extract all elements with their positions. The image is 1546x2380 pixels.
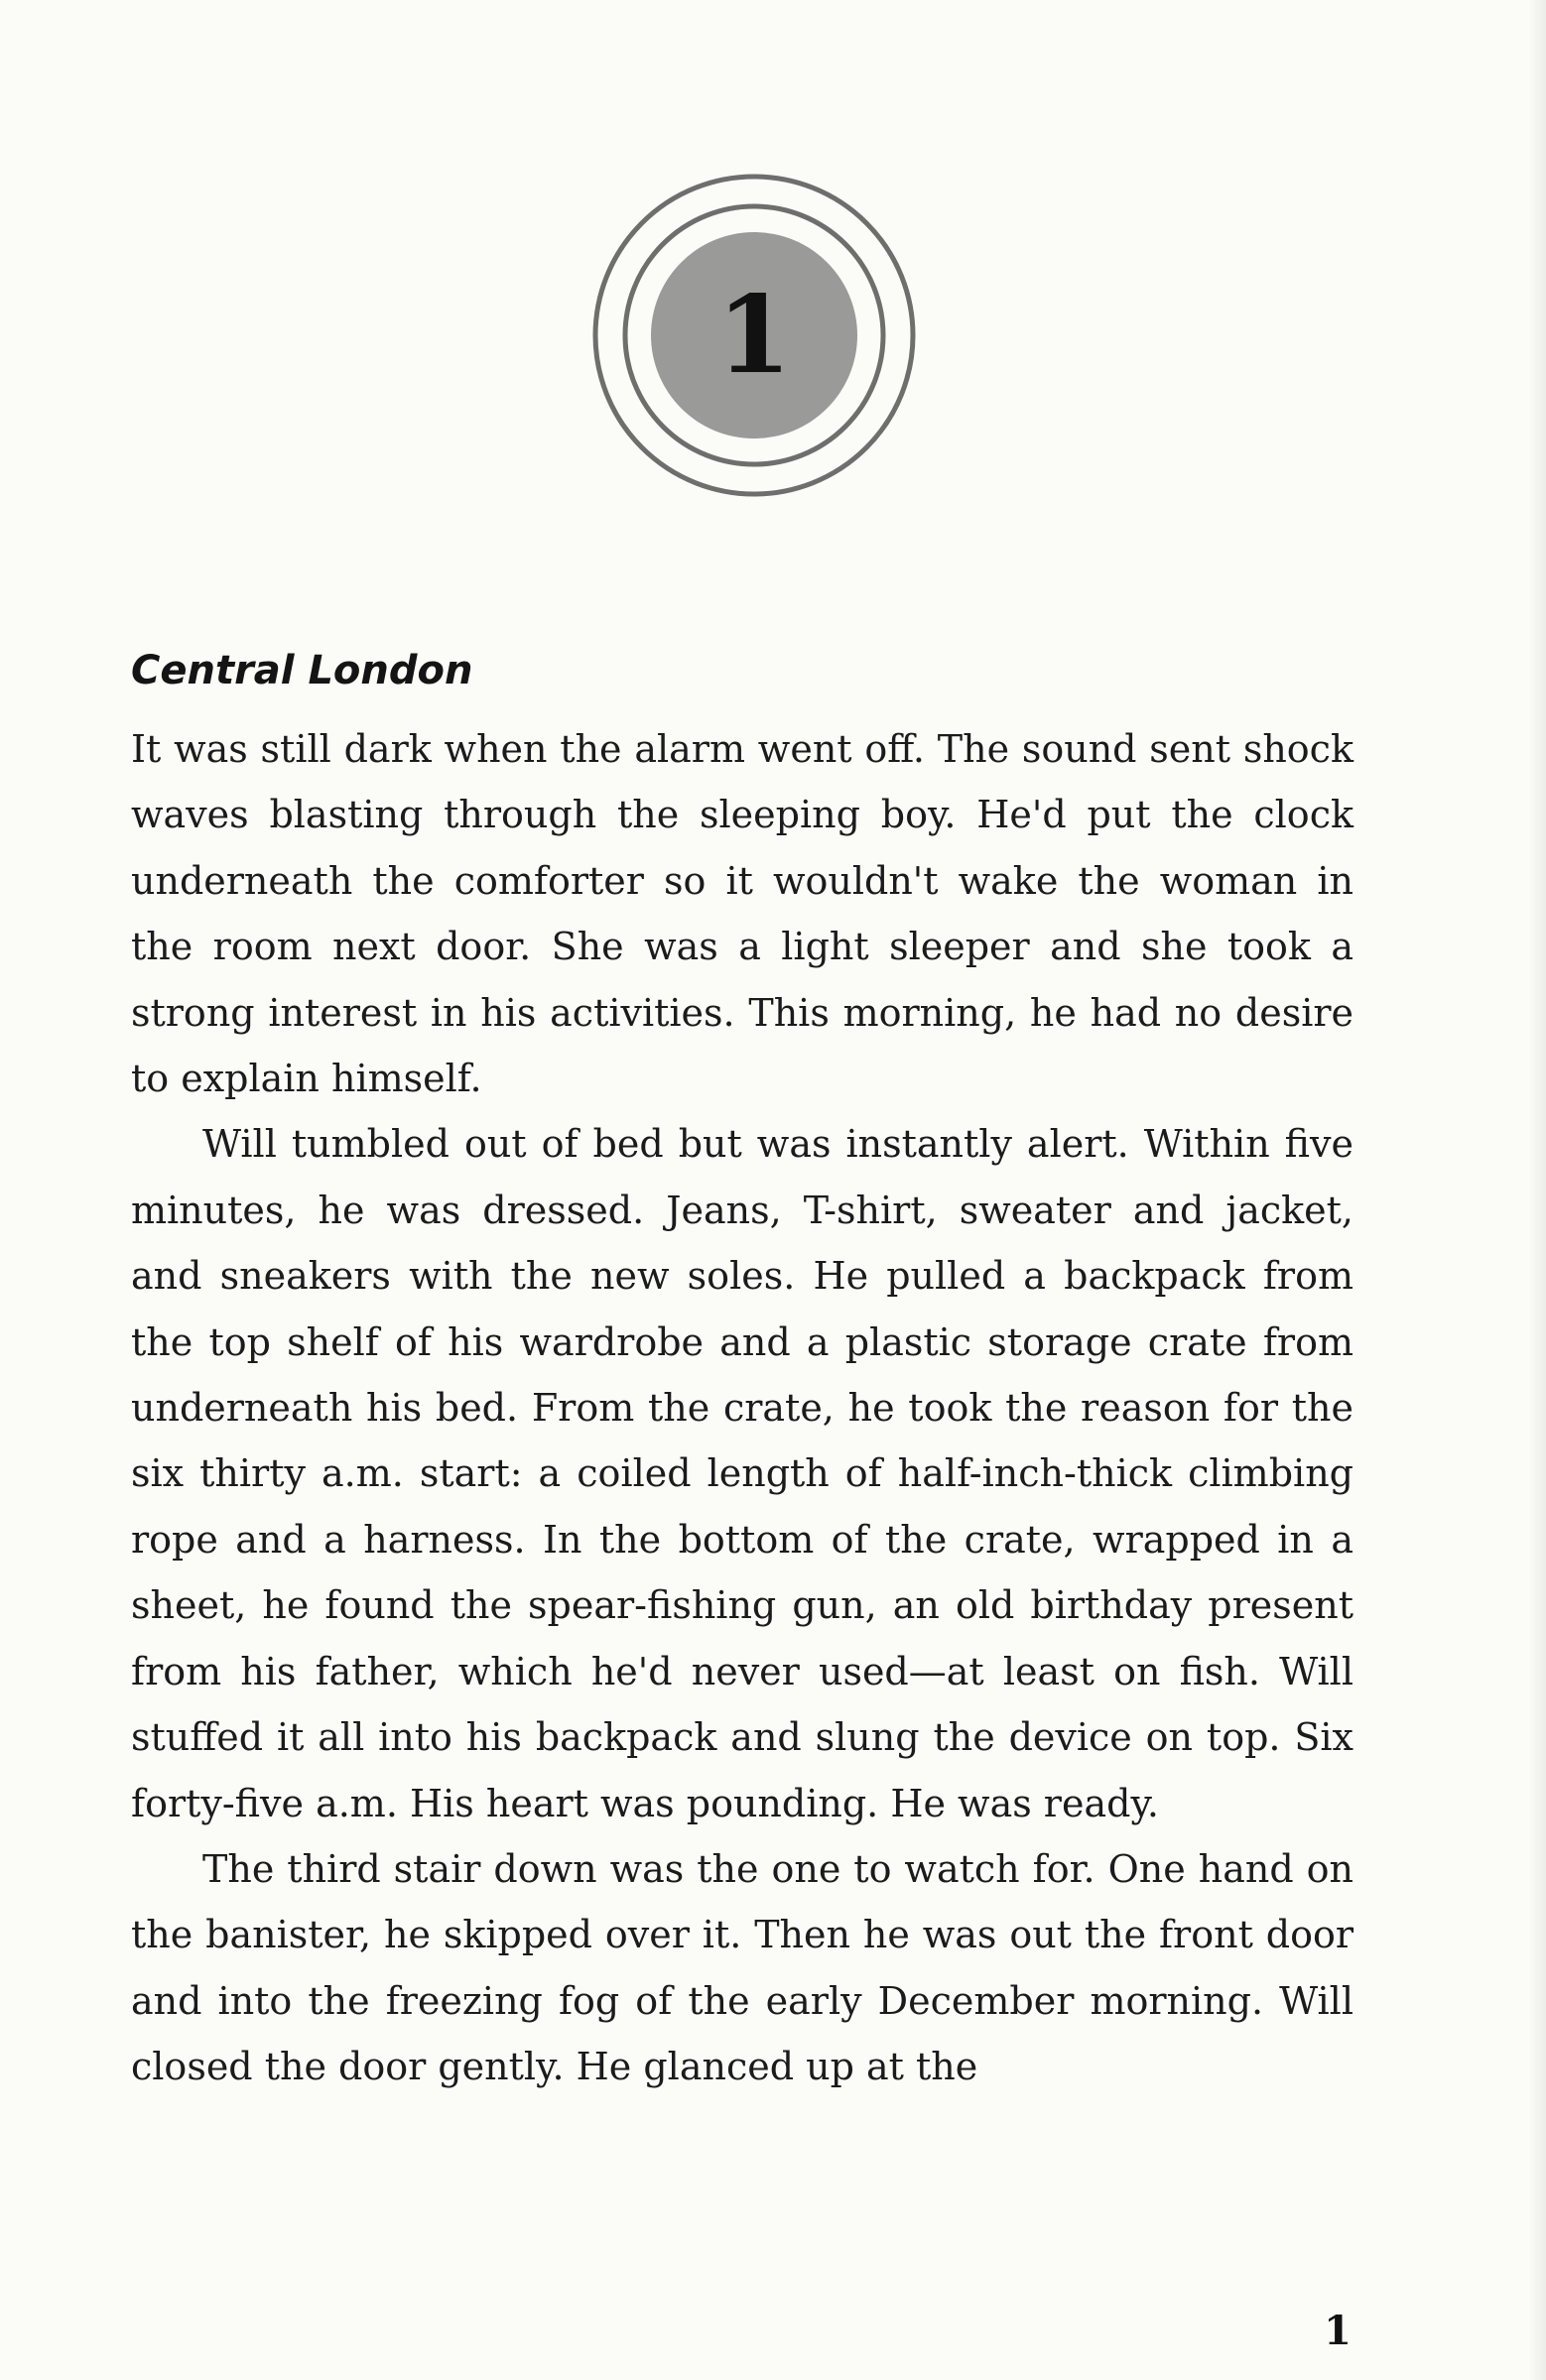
chapter-number: 1 <box>716 273 792 398</box>
page-edge-shadow <box>1528 0 1546 2380</box>
body-text <box>131 716 1353 2100</box>
paragraph: The third stair down was the one to watch for. One hand on the banister, he skipped over it. Then he was out the front door and into the freezing fog of the early December morning. Will closed the door gently. He glanced up at the <box>131 1846 1353 2089</box>
paragraph: Will tumbled out of bed but was instantly alert. Within five minutes, he was dressed. Jeans, T-shirt, sweater and jacket, and sneakers with the new soles. He pulled a backpack from the top shelf of his wardrobe and a plastic storage crate from underneath his bed. From the crate, he took the reason for the six thirty a.m. start: a coiled length of half-inch-thick climbing rope and a harness. In the bottom of the crate, wrapped in a sheet, he found the spear-fishing gun, an old birthday present from his father, which he'd never used—at least on fish. Will stuffed it all into his backpack and slung the device on top. Six forty-five a.m. His heart was pounding. He was ready. <box>131 1122 1353 1825</box>
page-number: 1 <box>1324 2308 1352 2354</box>
paragraph: It was still dark when the alarm went off. The sound sent shock waves blasting through the sleeping boy. He'd put the clock underneath the comforter so it wouldn't wake the woman in the room next door. She was a light sleeper and she took a strong interest in his activities. This morning, he had no desire to explain himself. <box>131 727 1353 1101</box>
chapter-emblem <box>585 167 923 504</box>
section-heading: Central London <box>131 648 473 693</box>
